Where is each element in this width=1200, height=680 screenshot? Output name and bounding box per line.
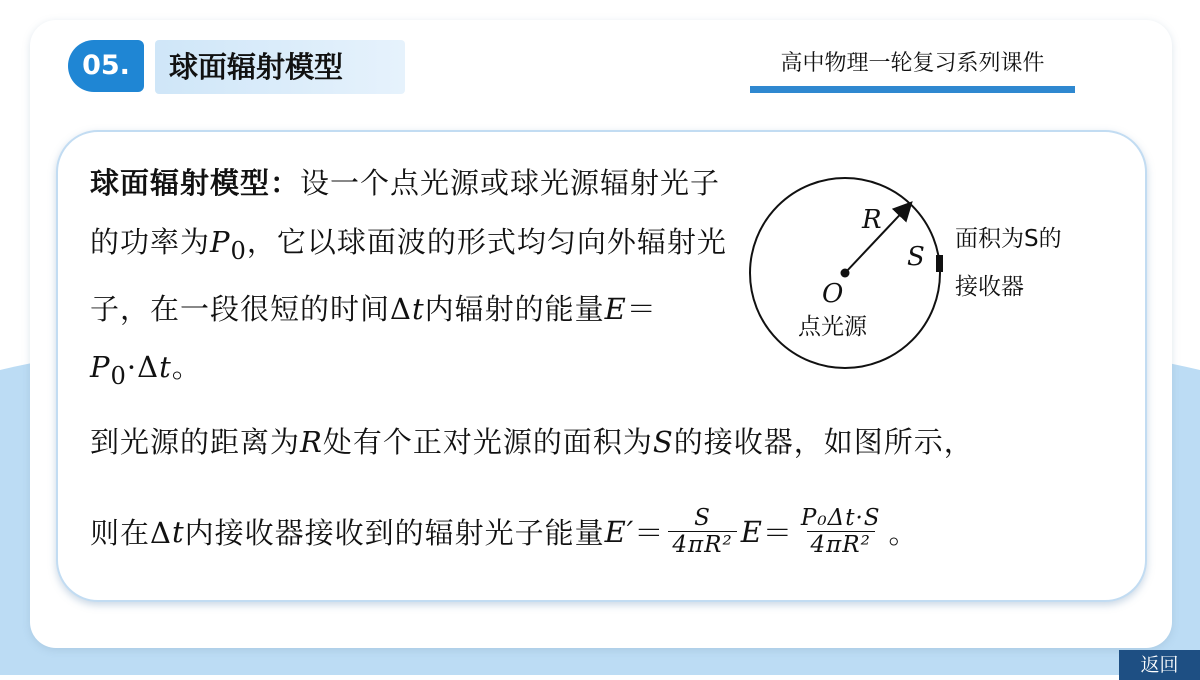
fraction-2 [797,505,885,558]
equals-sign: ＝ [762,516,793,550]
symbol-E: E [740,514,763,549]
label-S: S [907,242,925,272]
desc-text: 的接收器，如图所示， [673,425,974,459]
symbol-P: P [90,350,111,385]
desc-text: ·Δ [126,350,160,385]
equals-sign: ＝ [626,291,657,326]
section-number-badge: 05. [68,40,144,92]
desc-text: 处有个正对光源的面积为 [322,425,653,459]
period: 。 [888,516,919,550]
subscript-0: 0 [230,236,247,265]
receiver-mark [936,255,943,272]
symbol-t: t [159,350,172,385]
fraction-numerator: S [694,505,711,531]
symbol-t: t [411,291,425,326]
period: 。 [171,350,202,385]
equals-sign: ＝ [634,516,665,550]
label-receiver-line2: 接收器 [955,274,1024,300]
fraction-1 [668,505,736,558]
fraction-numerator: P₀Δt·S [800,505,881,531]
desc-text: 设一个点光源或球光源辐射光子的功率为 [90,166,721,259]
label-O: O [822,279,844,309]
fraction-denominator: 4πR² [668,531,736,558]
desc-text: 到光源的距离为 [90,425,301,459]
model-label: 球面辐射模型： [90,166,301,200]
section-title: 球面辐射模型 [155,40,405,94]
desc-text: 内辐射的能量 [424,291,605,326]
label-receiver-line1: 面积为S的 [955,226,1062,252]
desc-text: ，它以球面波的形式均匀向外辐射光子，在一段很短的时间Δ [90,224,727,326]
symbol-R: R [300,425,323,459]
symbol-t: t [171,514,185,549]
desc-text: 内接收器接收到的辐射光子能量 [184,516,605,550]
label-R: R [862,205,882,235]
label-point-source: 点光源 [798,314,867,340]
fraction-denominator: 4πR² [807,531,875,558]
symbol-P: P [210,224,231,259]
sphere-diagram [740,170,1120,380]
symbol-S: S [652,425,674,459]
energy-formula-line [90,505,919,558]
subscript-0: 0 [110,362,127,391]
desc-text: 则在Δ [90,516,172,550]
back-button[interactable]: 返回 [1119,650,1200,680]
model-description [90,154,730,406]
series-title: 高中物理一轮复习系列课件 [780,51,1045,76]
series-underline [750,86,1075,93]
symbol-E: E [604,291,627,326]
symbol-E-prime: E′ [604,514,635,549]
receiver-description [90,420,974,461]
